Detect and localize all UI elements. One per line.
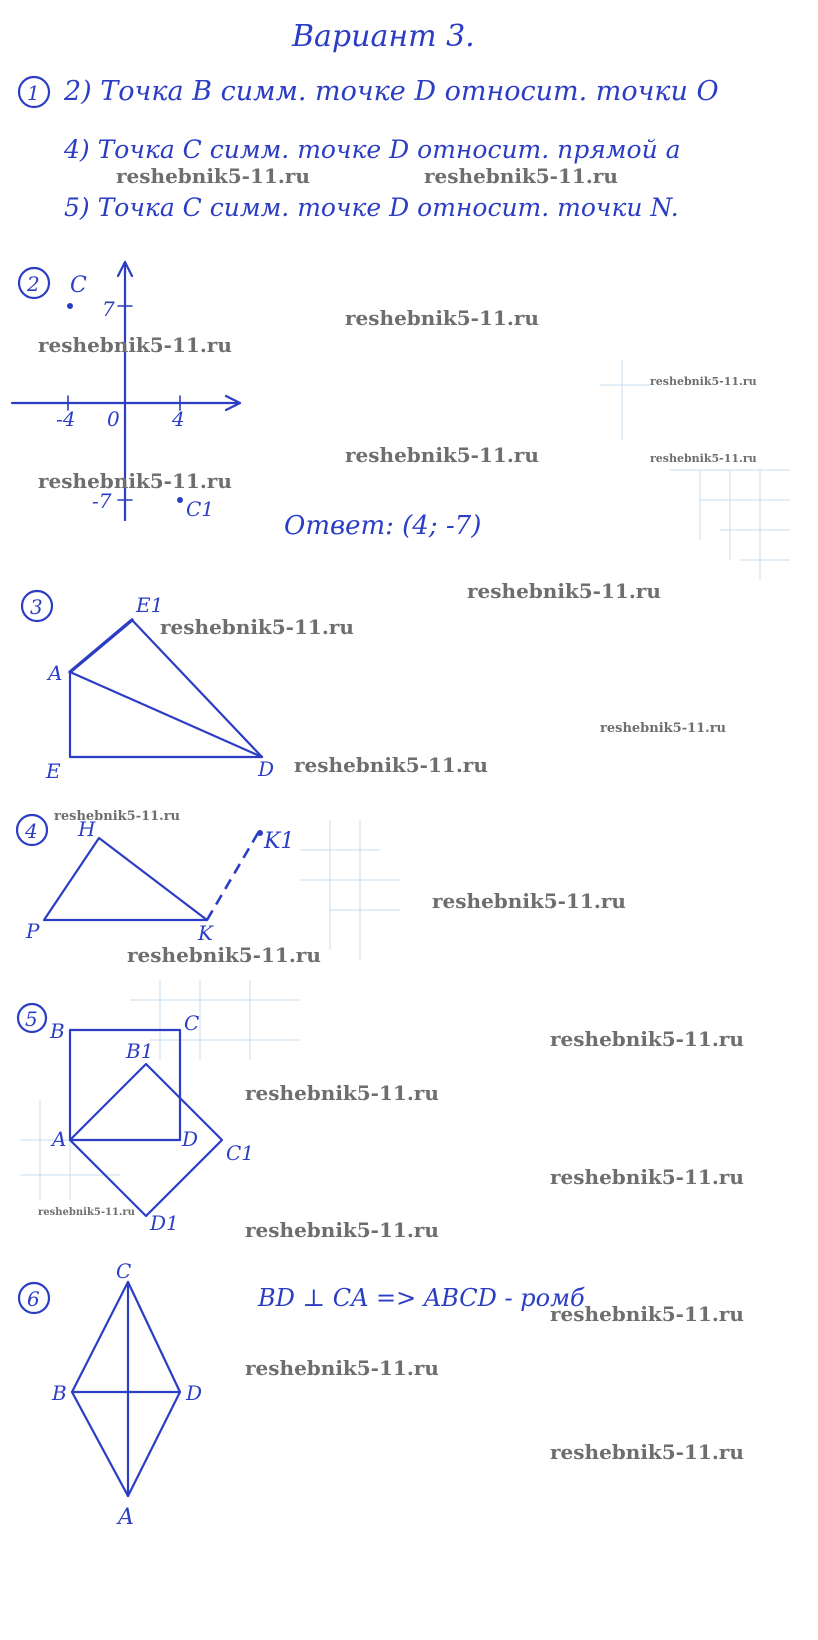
label-c1: C1: [226, 1141, 255, 1165]
segment-a-d: [70, 672, 262, 757]
task6-conclusion: BD ⊥ CA => ABCD - ромб: [258, 1284, 585, 1312]
watermark-1: reshebnik5-11.ru: [116, 164, 310, 188]
label-b: B: [50, 1019, 65, 1043]
task1-line2: 2) Точка B симм. точке D относит. точки O: [64, 76, 719, 107]
task3-number: 3: [30, 595, 43, 619]
watermark-6: reshebnik5-11.ru: [345, 443, 539, 467]
task5-number: 5: [25, 1007, 38, 1031]
origin-label: 0: [107, 407, 120, 431]
segment-k-k1: [207, 833, 258, 920]
label-a-6: A: [118, 1505, 134, 1530]
watermark-8: reshebnik5-11.ru: [38, 469, 232, 493]
task1-number: 1: [27, 81, 40, 105]
segment-a-e1: [70, 620, 132, 672]
point-c-dot: [67, 303, 73, 309]
watermark-23: reshebnik5-11.ru: [550, 1440, 744, 1464]
watermark-14: reshebnik5-11.ru: [432, 889, 626, 913]
watermark-11: reshebnik5-11.ru: [600, 721, 727, 736]
watermark-13: reshebnik5-11.ru: [54, 809, 181, 824]
point-c1-label: C1: [186, 497, 215, 521]
watermark-12: reshebnik5-11.ru: [294, 753, 488, 777]
label-d-6: D: [186, 1381, 203, 1405]
task2-number: 2: [27, 272, 40, 296]
watermark-15: reshebnik5-11.ru: [127, 943, 321, 967]
task4-number: 4: [25, 819, 38, 843]
label-b1: B1: [126, 1039, 154, 1063]
tick-label-x-4: 4: [172, 407, 185, 431]
watermark-18: reshebnik5-11.ru: [550, 1165, 744, 1189]
watermark-4: reshebnik5-11.ru: [38, 333, 232, 357]
label-e: E: [46, 759, 61, 783]
title: Вариант 3.: [292, 19, 475, 54]
label-a: A: [48, 661, 63, 685]
task6-number: 6: [27, 1287, 40, 1311]
watermark-21: reshebnik5-11.ru: [550, 1302, 744, 1326]
watermark-3: reshebnik5-11.ru: [345, 306, 539, 330]
task1-line5: 5) Точка C симм. точке D относит. точки N.: [64, 193, 679, 222]
label-p: P: [26, 919, 40, 943]
watermark-17: reshebnik5-11.ru: [245, 1081, 439, 1105]
rhombus-abcd: [72, 1282, 180, 1496]
watermark-7: reshebnik5-11.ru: [650, 452, 757, 465]
watermark-2: reshebnik5-11.ru: [424, 164, 618, 188]
tick-label-y-minus7: -7: [92, 489, 112, 513]
label-h: H: [78, 817, 96, 841]
label-d: D: [258, 757, 275, 781]
point-c-label: C: [70, 273, 87, 298]
triangle-phk: [44, 838, 207, 920]
label-b-6: B: [52, 1381, 67, 1405]
task2-answer: Ответ: (4; -7): [284, 511, 482, 541]
watermark-22: reshebnik5-11.ru: [245, 1356, 439, 1380]
point-k1-dot: [257, 830, 263, 836]
label-d-5: D: [182, 1127, 199, 1151]
tick-label-y-7: 7: [102, 297, 115, 321]
point-c1-dot: [177, 497, 183, 503]
label-c: C: [184, 1011, 200, 1035]
label-e1: E1: [136, 593, 164, 617]
watermark-16: reshebnik5-11.ru: [550, 1027, 744, 1051]
watermark-9: reshebnik5-11.ru: [467, 579, 661, 603]
watermark-19: reshebnik5-11.ru: [38, 1207, 135, 1218]
tick-label-x-minus4: -4: [56, 407, 76, 431]
label-k: K: [198, 921, 213, 945]
label-c-6: C: [116, 1259, 132, 1283]
label-k1: K1: [264, 829, 295, 854]
segment-e1-d: [132, 620, 262, 757]
watermarks: [38, 164, 757, 1464]
task1-line4: 4) Точка C симм. точке D относит. прямой a: [64, 135, 681, 164]
watermark-20: reshebnik5-11.ru: [245, 1218, 439, 1242]
watermark-10: reshebnik5-11.ru: [160, 615, 354, 639]
label-d1: D1: [150, 1211, 179, 1235]
watermark-5: reshebnik5-11.ru: [650, 375, 757, 388]
label-a-5: A: [52, 1127, 67, 1151]
